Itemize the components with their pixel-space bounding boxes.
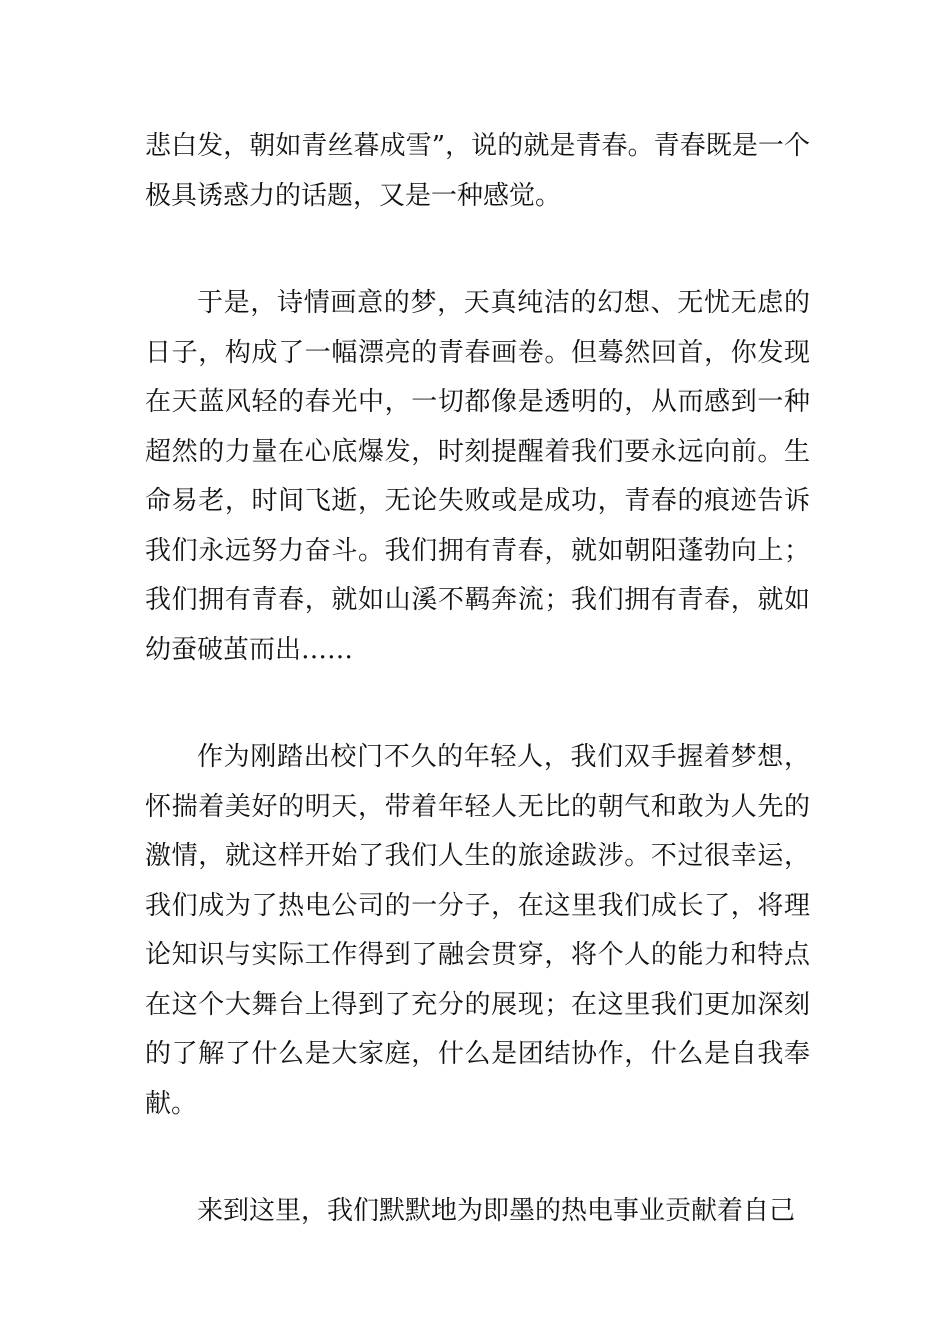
paragraph-4: 来到这里，我们默默地为即墨的热电事业贡献着自己 [197, 1196, 796, 1226]
paragraph-3: 作为刚踏出校门不久的年轻人，我们双手握着梦想，怀揣着美好的明天，带着年轻人无比的朝气和敢为人先的激情，就这样开始了我们人生的旅途跋涉。不过很幸运，我们成为了热电公司的一分子，在这里我们成长了，将理论知识与实际工作得到了融会贯穿，将个人的能力和特点在这个大舞台上得到了充分的展现；在这里我们更加深刻的了解了什么是大家庭，什么是团结协作，什么是自我奉献。 [145, 742, 810, 1119]
paragraph-2: 于是，诗情画意的梦，天真纯洁的幻想、无忧无虑的日子，构成了一幅漂亮的青春画卷。但蓦然回首，你发现在天蓝风轻的春光中，一切都像是透明的，从而感到一种超然的力量在心底爆发，时刻提醒着我们要永远向前。生命易老，时间飞逝，无论失败或是成功，青春的痕迹告诉我们永远努力奋斗。我们拥有青春，就如朝阳蓬勃向上；我们拥有青春，就如山溪不羁奔流；我们拥有青春，就如幼蚕破茧而出…… [145, 288, 810, 665]
paragraph-gap [145, 675, 810, 733]
paragraph-1: 悲白发，朝如青丝暮成雪”，说的就是青春。青春既是一个极具诱惑力的话题，又是一种感觉。 [145, 131, 810, 211]
document-body [145, 122, 810, 1237]
paragraph-gap [145, 221, 810, 279]
paragraph-gap [145, 1129, 810, 1187]
